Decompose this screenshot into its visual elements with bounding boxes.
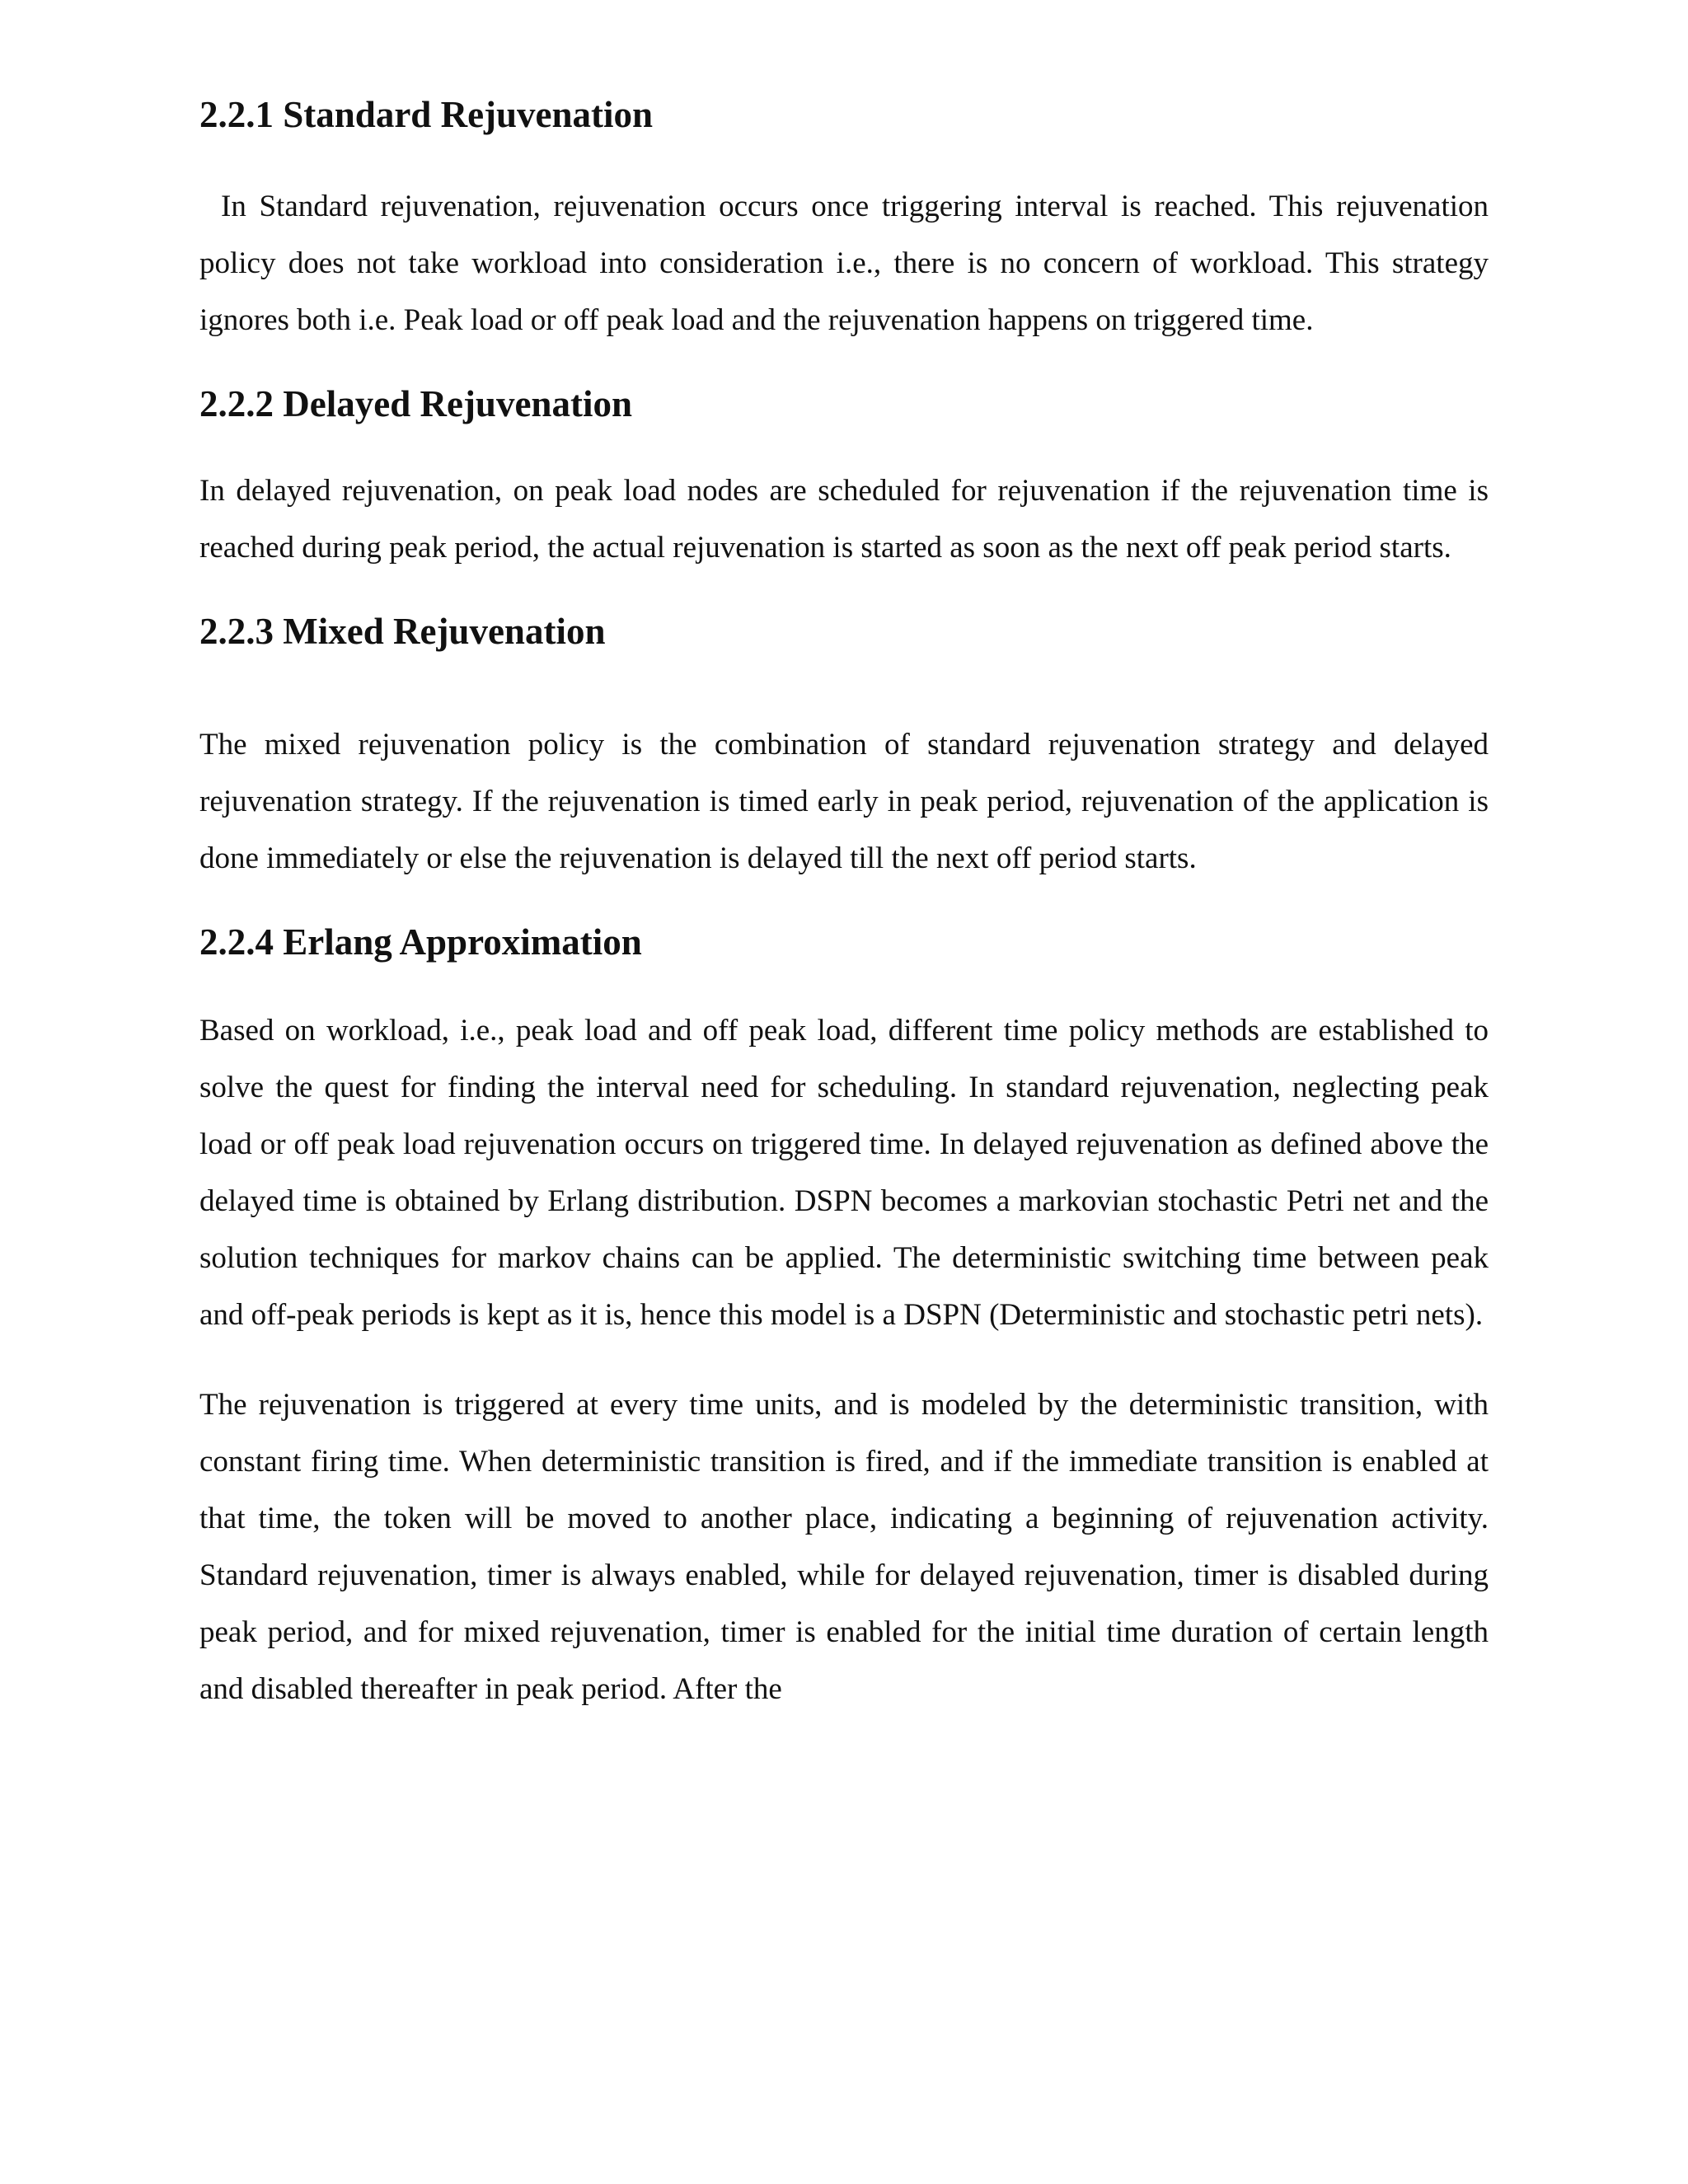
section-heading-standard-rejuvenation: 2.2.1 Standard Rejuvenation (199, 94, 654, 135)
paragraph-mixed-rejuvenation: The mixed rejuvenation policy is the combination of standard rejuvenation strategy and delayed rejuvenation strategy. If the rejuvenation is timed early in peak period, rejuvenation of the application is done immediately or else the rejuvenation is delayed till the next off period starts. (199, 728, 1489, 875)
section-heading-erlang-approximation: 2.2.4 Erlang Approximation (199, 921, 642, 963)
paragraph-standard-rejuvenation: In Standard rejuvenation, rejuvenation occurs once triggering interval is reached. This rejuvenation policy does not take workload into consideration i.e., there is no concern of workload. This strategy ignores both i.e. Peak load or off peak load and the rejuvenation happens on triggered time. (199, 190, 1489, 337)
section-heading-mixed-rejuvenation: 2.2.3 Mixed Rejuvenation (199, 611, 606, 652)
section-heading-delayed-rejuvenation: 2.2.2 Delayed Rejuvenation (199, 383, 632, 424)
paragraph-delayed-rejuvenation: In delayed rejuvenation, on peak load nodes are scheduled for rejuvenation if the rejuvenation time is reached during peak period, the actual rejuvenation is started as soon as the next off peak period starts. (199, 474, 1489, 565)
paragraph-erlang-workload: Based on workload, i.e., peak load and off peak load, different time policy methods are established to solve the quest for finding the interval need for scheduling. In standard rejuvenation, neglecting peak load or off peak load rejuvenation occurs on triggered time. In delayed rejuvenation as defined above the delayed time is obtained by Erlang distribution. DSPN becomes a markovian stochastic Petri net and the solution techniques for markov chains can be applied. The deterministic switching time between peak and off-peak periods is kept as it is, hence this model is a DSPN (Deterministic and stochastic petri nets). (199, 1014, 1489, 1332)
paragraph-erlang-trigger: The rejuvenation is triggered at every time units, and is modeled by the deterministic transition, with constant firing time. When deterministic transition is fired, and if the immediate transition is enabled at that time, the token will be moved to another place, indicating a beginning of rejuvenation activity. Standard rejuvenation, timer is always enabled, while for delayed rejuvenation, timer is disabled during peak period, and for mixed rejuvenation, timer is enabled for the initial time duration of certain length and disabled thereafter in peak period. After the (199, 1388, 1489, 1706)
page-content (199, 92, 1489, 1718)
